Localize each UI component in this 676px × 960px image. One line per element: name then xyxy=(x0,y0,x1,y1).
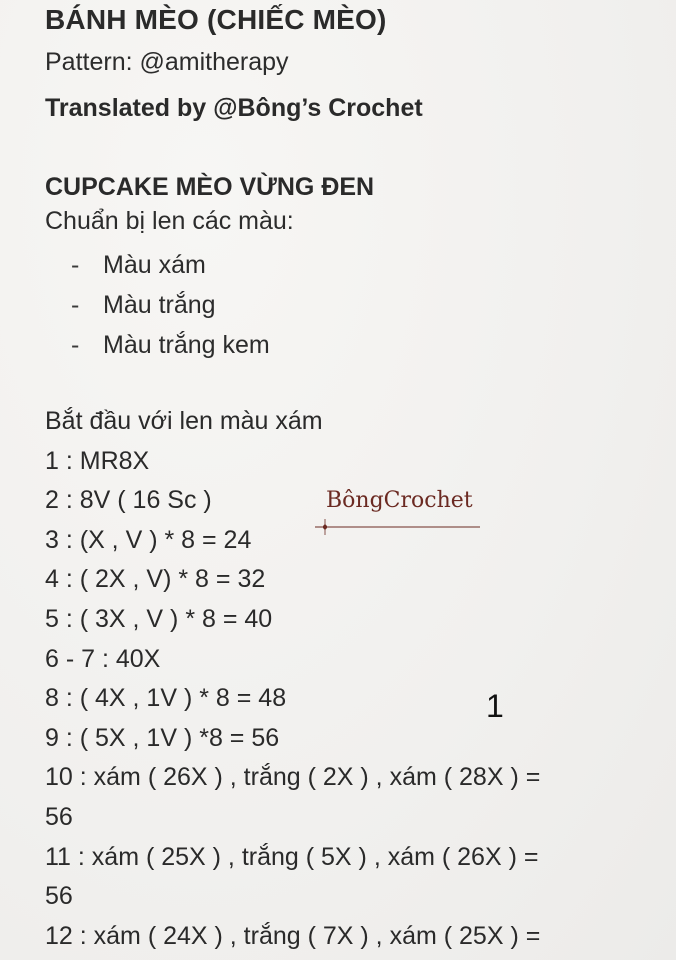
yarn-color-list xyxy=(71,245,270,365)
yarn-prep-heading: Chuẩn bị len các màu: xyxy=(45,207,294,235)
yarn-label: Màu trắng kem xyxy=(103,331,270,359)
pattern-credit: Pattern: @amitherapy xyxy=(45,48,289,76)
yarn-item xyxy=(71,325,270,365)
instruction-row: 8 : ( 4X , 1V ) * 8 = 48 xyxy=(45,684,287,713)
instruction-row-continuation: 56 xyxy=(45,802,73,831)
document-title: BÁNH MÈO (CHIẾC MÈO) xyxy=(45,4,387,35)
bong-crochet-watermark xyxy=(312,488,482,548)
yarn-item xyxy=(71,285,270,325)
list-dash: - xyxy=(71,291,80,319)
instruction-row-continuation: 56 xyxy=(45,882,73,911)
list-dash: - xyxy=(71,251,80,279)
start-instruction: Bắt đầu với len màu xám xyxy=(45,407,323,435)
translator-credit: Translated by @Bông’s Crochet xyxy=(45,94,423,122)
section-title: CUPCAKE MÈO VỪNG ĐEN xyxy=(45,173,375,201)
watermark-text: BôngCrochet xyxy=(326,488,473,513)
instruction-row: 1 : MR8X xyxy=(45,446,150,475)
page-number: 1 xyxy=(486,688,504,724)
instruction-row: 6 - 7 : 40X xyxy=(45,644,161,673)
yarn-label: Màu xám xyxy=(103,251,206,279)
instruction-row: 11 : xám ( 25X ) , trắng ( 5X ) , xám ( 26X ) = xyxy=(45,842,539,871)
instruction-row: 10 : xám ( 26X ) , trắng ( 2X ) , xám ( 28X ) = xyxy=(45,763,541,792)
instruction-row: 12 : xám ( 24X ) , trắng ( 7X ) , xám ( 25X ) = xyxy=(45,921,541,950)
watermark-flourish-icon xyxy=(312,518,482,538)
instruction-row: 2 : 8V ( 16 Sc ) xyxy=(45,486,212,515)
instruction-row: 4 : ( 2X , V) * 8 = 32 xyxy=(45,565,266,594)
instruction-row: 3 : (X , V ) * 8 = 24 xyxy=(45,525,252,554)
instruction-block xyxy=(45,402,540,956)
yarn-item xyxy=(71,245,270,285)
list-dash: - xyxy=(71,331,80,359)
instruction-row: 5 : ( 3X , V ) * 8 = 40 xyxy=(45,604,273,633)
yarn-label: Màu trắng xyxy=(103,291,216,319)
instruction-row: 9 : ( 5X , 1V ) *8 = 56 xyxy=(45,723,280,752)
